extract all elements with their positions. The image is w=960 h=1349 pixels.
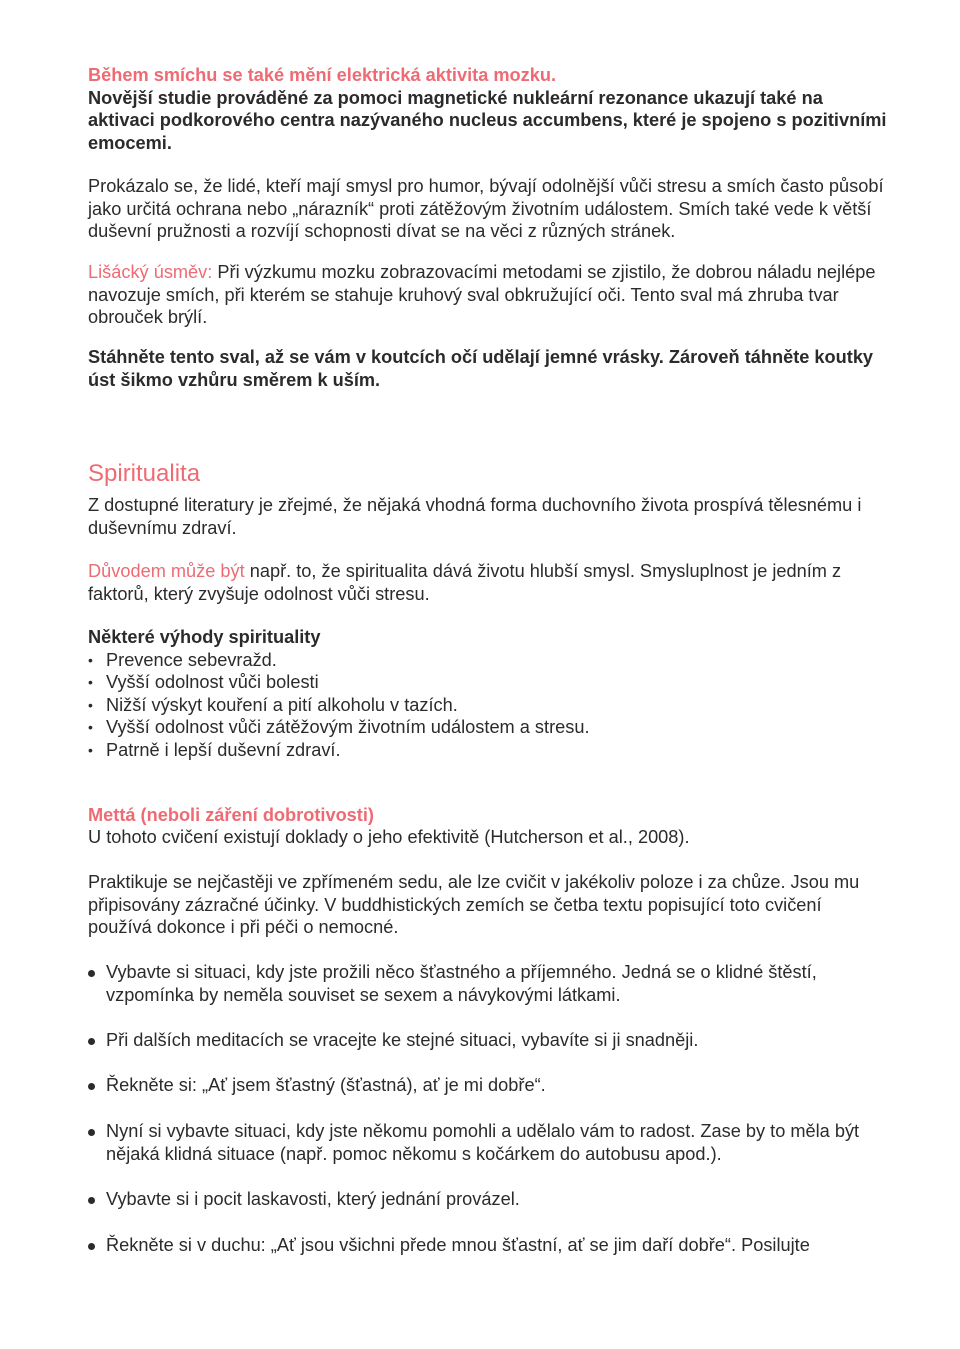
laughter-paragraph: Prokázalo se, že lidé, kteří mají smysl pro humor, bývají odolnější vůči stresu a smích často působí jako určitá ochrana nebo „nárazník“ proti zátěžovým životním událostem. Smích také vede k větší duševní pružnosti a rozvíjí schopnosti dívat se na věci z různých stránek.	[88, 176, 884, 241]
benefit-item: • Vyšší odolnost vůči bolesti	[88, 671, 888, 694]
metta-step-text: Vybavte si situaci, kdy jste prožili něco šťastného a příjemného. Jedná se o klidné štěstí, vzpomínka by neměla souviset se sexem a návykovými látkami.	[106, 962, 817, 1005]
benefits-section	[88, 626, 888, 761]
spirituality-reason-label: Důvodem může být	[88, 561, 245, 581]
metta-heading: Mettá (neboli záření dobrotivosti)	[88, 805, 374, 825]
benefit-item: • Prevence sebevražd.	[88, 649, 888, 672]
laughter-intro-bold: Novější studie prováděné za pomoci magnetické nukleární rezonance ukazují také na aktivaci podkorového centra nazývaného nucleus accumbens, které je spojeno s pozitivními emocemi.	[88, 87, 887, 153]
fox-smile-paragraph	[88, 261, 888, 329]
benefit-item: • Nižší výskyt kouření a pití alkoholu v tazích.	[88, 694, 888, 717]
benefit-item: • Patrně i lepší duševní zdraví.	[88, 739, 888, 762]
bullet-icon	[88, 970, 95, 977]
bullet-icon	[88, 1038, 95, 1045]
metta-step-text: Řekněte si v duchu: „Ať jsou všichni přede mnou šťastní, ať se jim daří dobře“. Posilujte	[106, 1235, 810, 1255]
metta-step	[88, 1234, 888, 1257]
metta-evidence: U tohoto cvičení existují doklady o jeho efektivitě (Hutcherson et al., 2008).	[88, 827, 690, 847]
metta-step-text: Nyní si vybavte situaci, kdy jste někomu pomohli a udělalo vám to radost. Zase by to měla být nějaká klidná situace (např. pomoc někomu s kočárkem do autobusu apod.).	[106, 1121, 860, 1164]
spirituality-reason	[88, 560, 888, 605]
benefits-title: Některé výhody spirituality	[88, 627, 321, 647]
bullet-icon	[88, 1129, 95, 1136]
metta-step-text: Při dalších meditacích se vracejte ke stejné situaci, vybavíte si ji snadněji.	[106, 1030, 699, 1050]
fox-smile-text: Při výzkumu mozku zobrazovacími metodami se zjistilo, že dobrou náladu nejlépe navozuje smích, při kterém se stahuje kruhový sval obkružující oči. Tento sval má zhruba tvar obrouček brýlí.	[88, 262, 876, 327]
spirituality-reason-text: např. to, že spiritualita dává životu hlubší smysl. Smysluplnost je jedním z faktorů, který zvyšuje odolnost vůči stresu.	[88, 561, 842, 604]
metta-step	[88, 1120, 888, 1165]
laughter-intro	[88, 64, 888, 154]
spirituality-paragraph: Z dostupné literatury je zřejmé, že nějaká vhodná forma duchovního života prospívá tělesnému i duševnímu zdraví.	[88, 495, 862, 538]
metta-step-text: Řekněte si: „Ať jsem šťastný (šťastná), ať je mi dobře“.	[106, 1075, 546, 1095]
metta-practice: Praktikuje se nejčastěji ve zpřímeném sedu, ale lze cvičit v jakékoliv poloze i za chůze. Jsou mu připisovány zázračné účinky. V buddhistických zemích se četba textu popisující toto cvičení používá dokonce i při péči o nemocné.	[88, 872, 860, 937]
metta-step-text: Vybavte si i pocit laskavosti, který jednání provázel.	[106, 1189, 520, 1209]
metta-step	[88, 961, 888, 1006]
metta-step	[88, 1188, 888, 1211]
spirituality-heading: Spiritualita	[88, 460, 201, 487]
bullet-icon	[88, 1197, 95, 1204]
metta-step	[88, 1029, 888, 1052]
benefits-list	[88, 649, 888, 762]
benefit-item: • Vyšší odolnost vůči zátěžovým životním událostem a stresu.	[88, 716, 888, 739]
bullet-icon	[88, 1083, 95, 1090]
smile-instruction: Stáhněte tento sval, až se vám v koutcích očí udělají jemné vrásky. Zároveň táhněte koutky úst šikmo vzhůru směrem k uším.	[88, 347, 874, 390]
metta-step	[88, 1074, 888, 1097]
fox-smile-label: Lišácký úsměv:	[88, 262, 213, 282]
laughter-intro-accent: Během smíchu se také mění elektrická aktivita mozku.	[88, 65, 557, 85]
bullet-icon	[88, 1243, 95, 1250]
